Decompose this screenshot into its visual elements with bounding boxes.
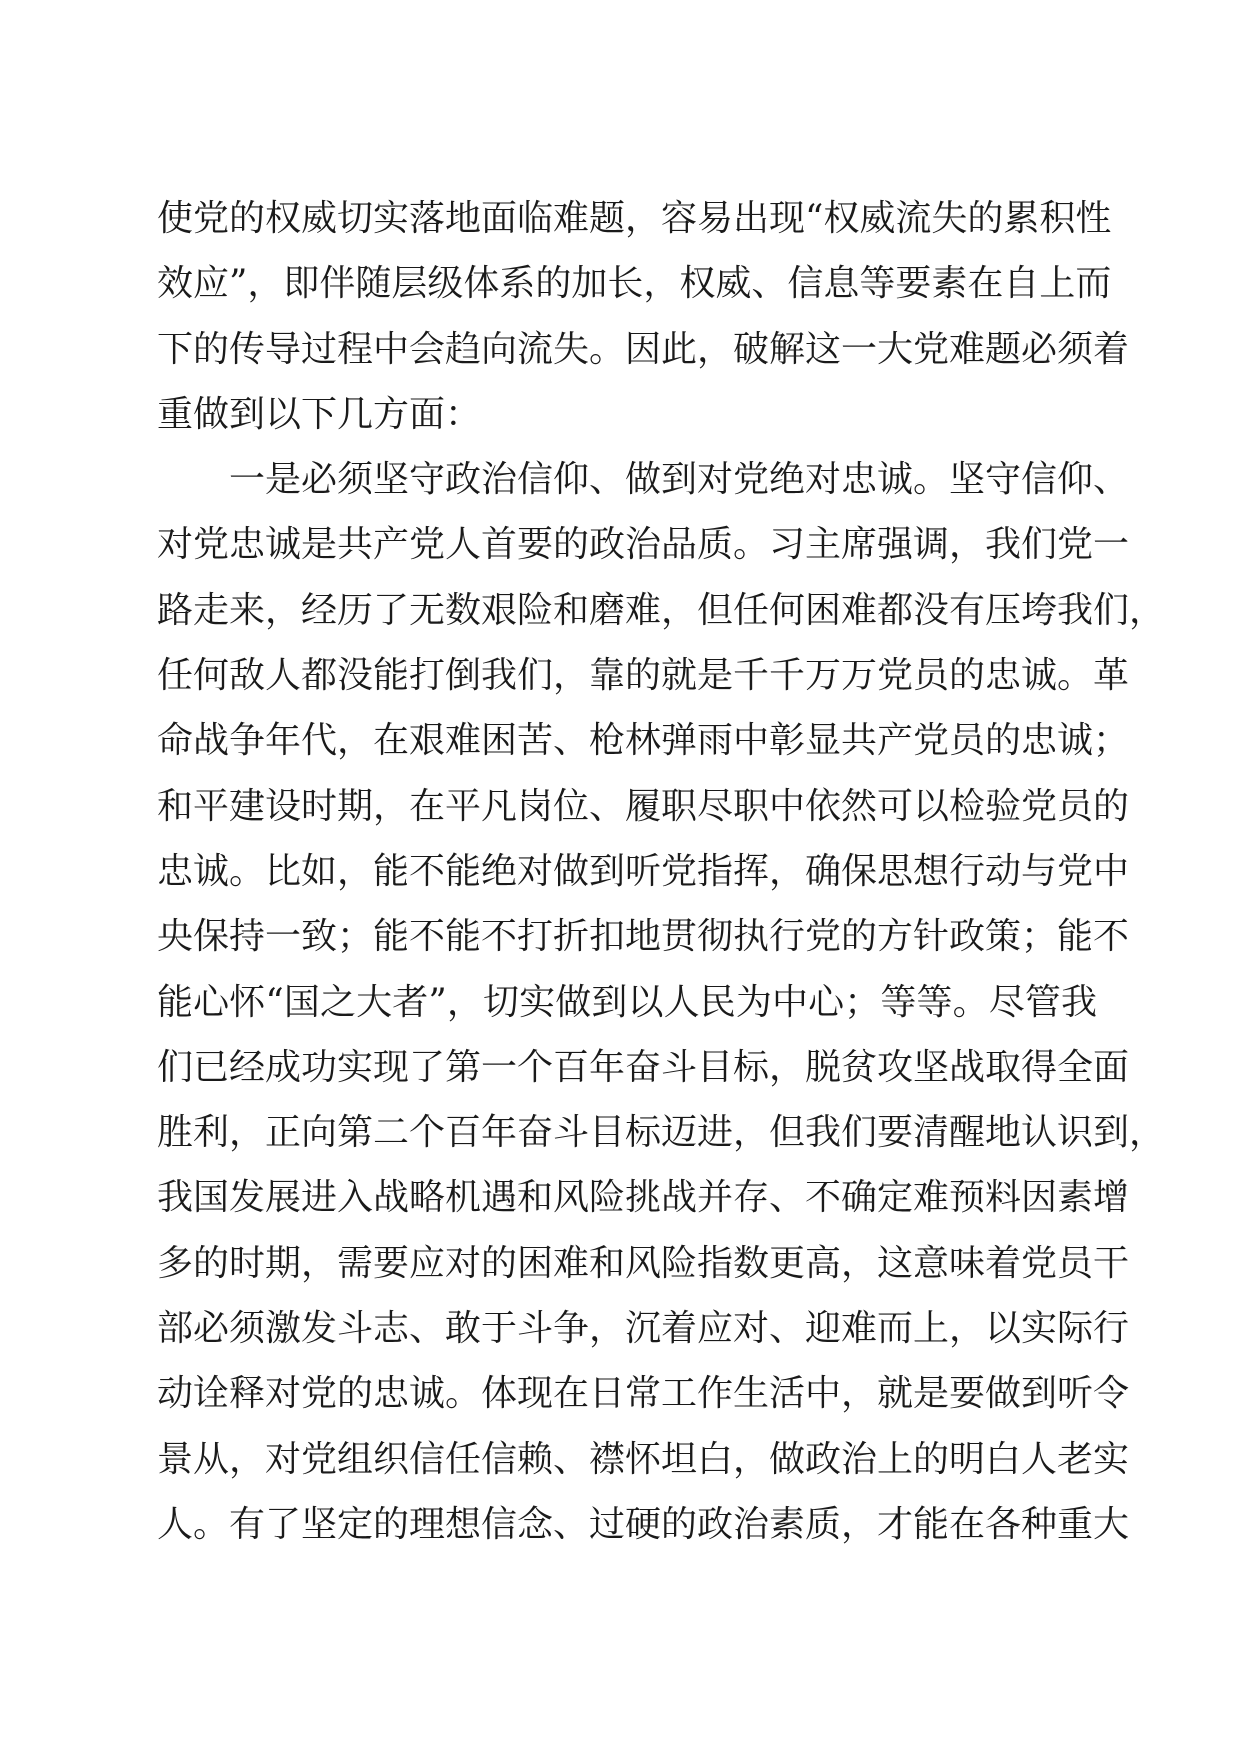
text-line: 任何敌人都没能打倒我们，靠的就是千千万万党员的忠诚。革 xyxy=(157,655,1130,697)
body-text xyxy=(157,186,1166,1557)
text-line: 命战争年代，在艰难困苦、枪林弹雨中彰显共产党员的忠诚； xyxy=(157,720,1130,762)
text-line: 景从，对党组织信任信赖、襟怀坦白，做政治上的明白人老实 xyxy=(157,1438,1130,1480)
text-line: 动诠释对党的忠诚。体现在日常工作生活中，就是要做到听令 xyxy=(157,1373,1130,1415)
text-line: 使党的权威切实落地面临难题，容易出现“权威流失的累积性 xyxy=(157,198,1112,239)
text-line: 对党忠诚是共产党人首要的政治品质。习主席强调，我们党一 xyxy=(157,524,1130,566)
text-line: 部必须激发斗志、敢于斗争，沉着应对、迎难而上，以实际行 xyxy=(157,1308,1130,1350)
text-line: 人。有了坚定的理想信念、过硬的政治素质，才能在各种重大 xyxy=(157,1503,1130,1545)
text-line: 胜利，正向第二个百年奋斗目标迈进，但我们要清醒地认识到， xyxy=(157,1112,1166,1154)
text-line: 多的时期，需要应对的困难和风险指数更高，这意味着党员干 xyxy=(157,1242,1130,1284)
text-line: 忠诚。比如，能不能绝对做到听党指挥，确保思想行动与党中 xyxy=(157,850,1130,892)
text-line: 们已经成功实现了第一个百年奋斗目标，脱贫攻坚战取得全面 xyxy=(157,1046,1130,1088)
text-line: 和平建设时期，在平凡岗位、履职尽职中依然可以检验党员的 xyxy=(157,785,1130,827)
text-line: 央保持一致；能不能不打折扣地贯彻执行党的方针政策；能不 xyxy=(157,916,1130,958)
text-line: 我国发展进入战略机遇和风险挑战并存、不确定难预料因素增 xyxy=(157,1177,1130,1219)
text-line: 重做到以下几方面： xyxy=(157,393,482,435)
text-line: 能心怀“国之大者”，切实做到以人民为中心；等等。尽管我 xyxy=(157,981,1097,1023)
text-line: 路走来，经历了无数艰险和磨难，但任何困难都没有压垮我们， xyxy=(157,589,1166,631)
paragraph-first-line: 一是必须坚守政治信仰、做到对党绝对忠诚。坚守信仰、 xyxy=(229,459,1130,501)
text-line: 下的传导过程中会趋向流失。因此，破解这一大党难题必须着 xyxy=(157,328,1130,370)
text-line: 效应”，即伴随层级体系的加长，权威、信息等要素在自上而 xyxy=(157,263,1112,305)
